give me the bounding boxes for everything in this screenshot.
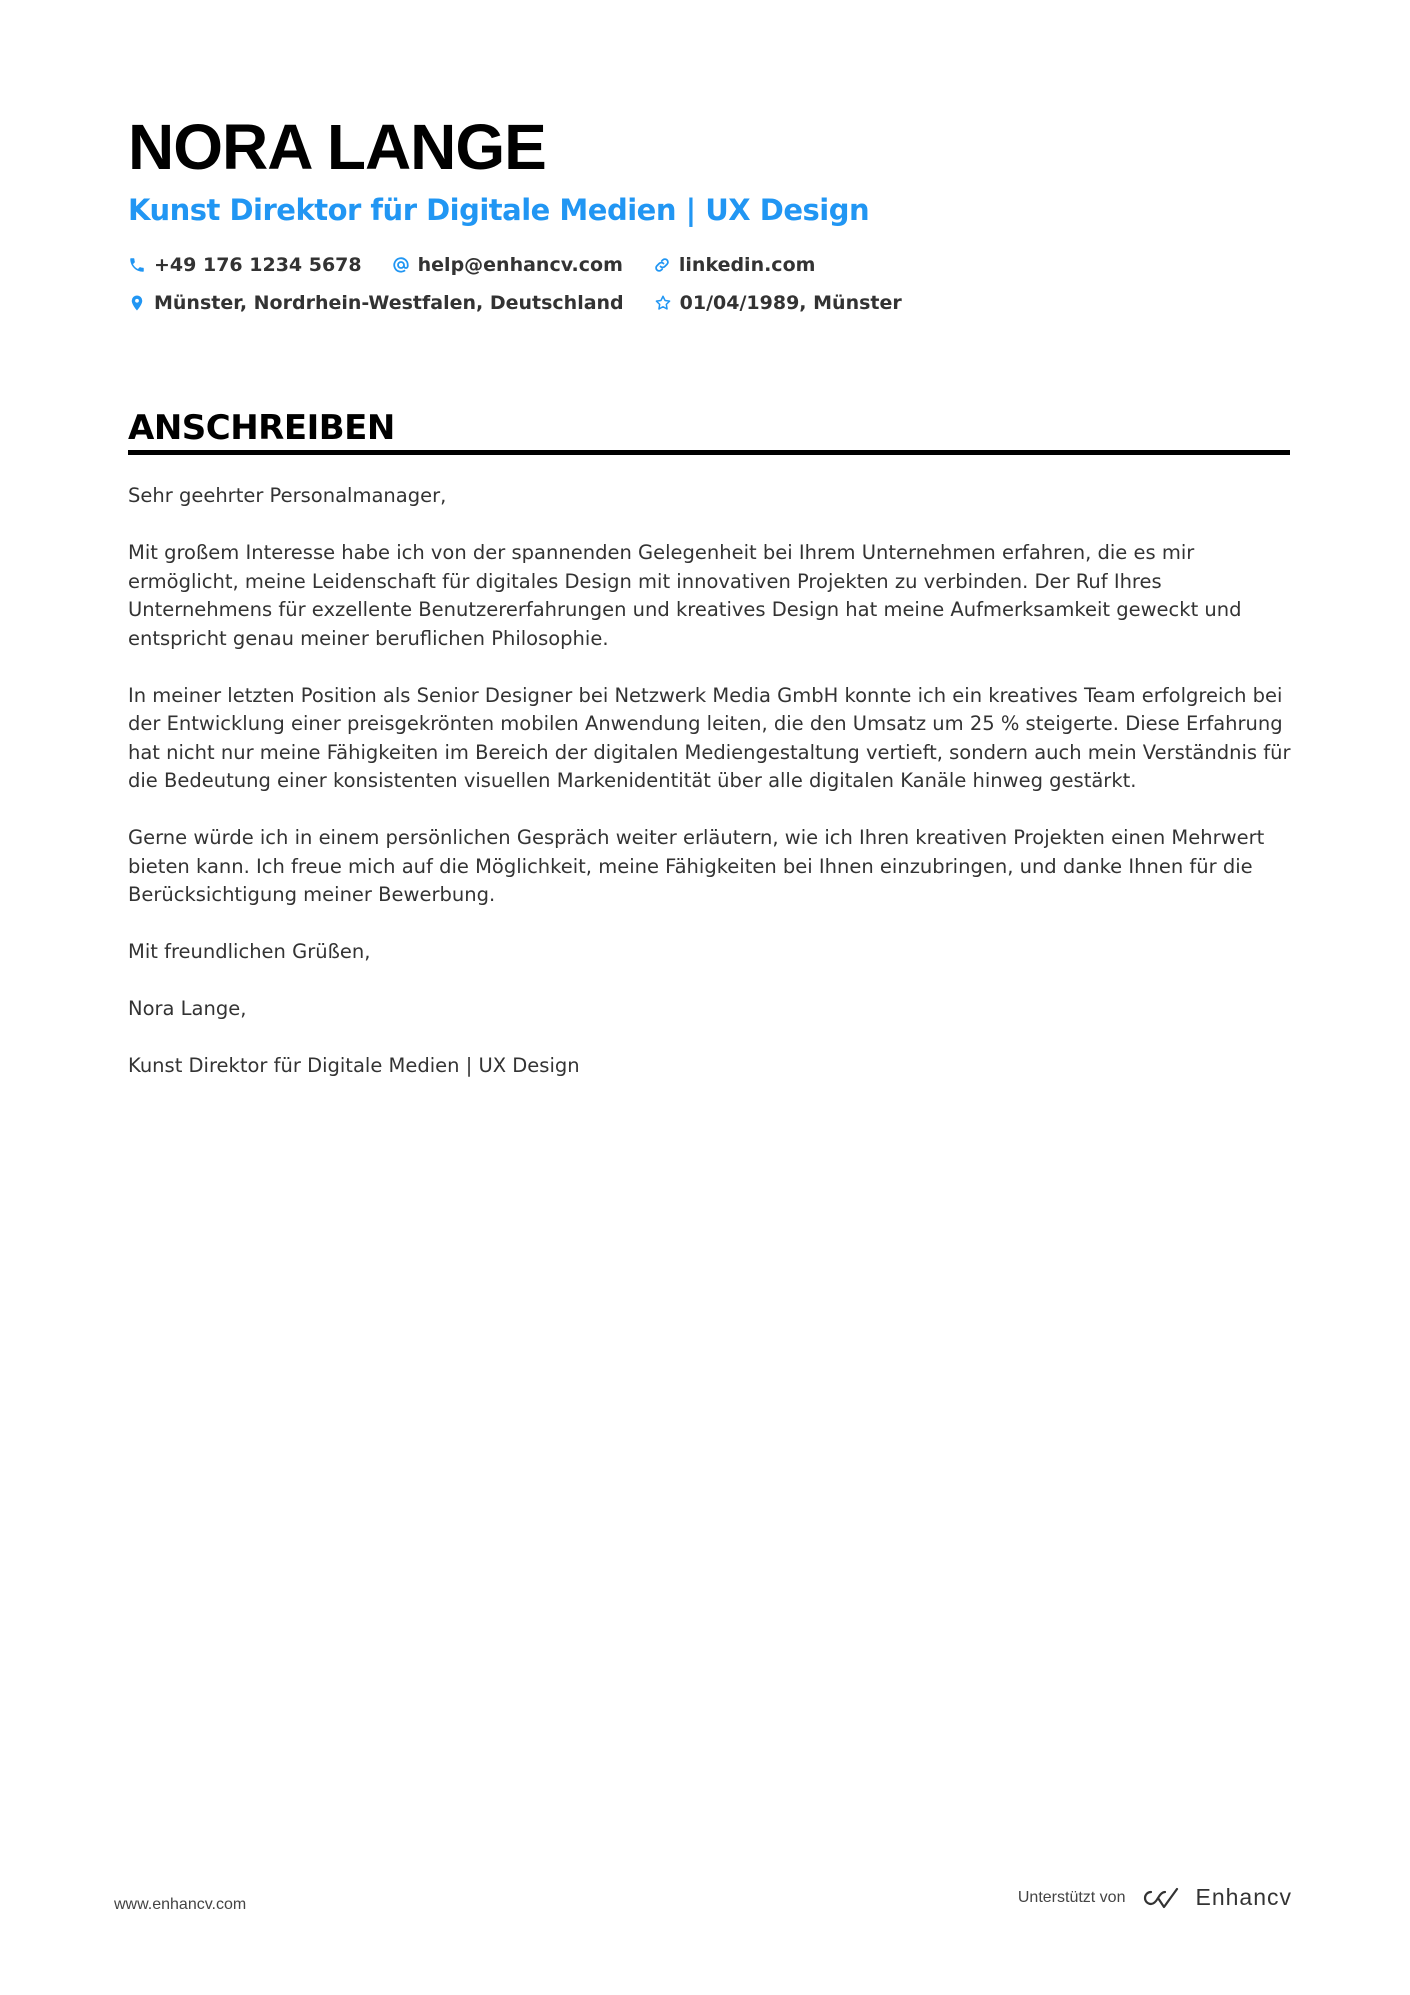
letter-signature-name: Nora Lange, <box>128 997 247 1020</box>
contact-phone-text: +49 176 1234 5678 <box>154 254 362 276</box>
contact-info <box>128 252 1288 316</box>
contact-location <box>128 290 624 316</box>
contact-location-text: Münster, Nordrhein-Westfalen, Deutschland <box>154 292 624 314</box>
letter-body <box>128 482 1298 1109</box>
location-pin-icon <box>128 294 146 312</box>
footer-brand[interactable] <box>1018 1884 1292 1911</box>
enhancv-logo-icon <box>1137 1885 1183 1911</box>
candidate-headline: Kunst Direktor für Digitale Medien | UX Design <box>128 193 870 227</box>
section-title: ANSCHREIBEN <box>128 408 395 448</box>
contact-email-text: help@enhancv.com <box>417 254 623 276</box>
brand-name: Enhancv <box>1195 1884 1292 1910</box>
powered-by-label: Unterstützt von <box>1017 1888 1126 1906</box>
letter-closing: Mit freundlichen Grüßen, <box>128 940 371 963</box>
letter-salutation: Sehr geehrter Personalmanager, <box>128 484 447 507</box>
section-divider <box>128 450 1290 455</box>
contact-linkedin-text: linkedin.com <box>678 254 816 276</box>
contact-birth-text: 01/04/1989, Münster <box>679 292 902 314</box>
phone-icon <box>128 256 146 274</box>
letter-paragraph: Gerne würde ich in einem persönlichen Gespräch weiter erläutern, wie ich Ihren kreativen Projekten einen Mehrwert bieten kann. Ich freue mich auf die Möglichkeit, meine Fähigkeiten bei Ihnen einzubringen, und danke Ihnen für die Berücksichtigung meiner Bewerbung. <box>128 826 1265 906</box>
contact-birth <box>654 290 902 316</box>
letter-paragraph: In meiner letzten Position als Senior Designer bei Netzwerk Media GmbH konnte ich ein kreatives Team erfolgreich bei der Entwicklung einer preisgekrönten mobilen Anwendung leiten, die den Umsatz um 25 % steigerte. Diese Erfahrung hat nicht nur meine Fähigkeiten im Bereich der digitalen Mediengestaltung vertieft, sondern auch mein Verständnis für die Bedeutung einer konsistenten visuellen Markenidentität über alle digitalen Kanäle hinweg gestärkt. <box>128 683 1291 792</box>
at-icon <box>392 256 410 274</box>
star-icon <box>654 294 672 312</box>
contact-linkedin[interactable] <box>653 252 816 278</box>
link-icon <box>653 256 671 274</box>
letter-signature-title: Kunst Direktor für Digitale Medien | UX Design <box>128 1054 580 1077</box>
contact-phone[interactable] <box>128 252 362 278</box>
footer-url[interactable]: www.enhancv.com <box>114 1896 247 1913</box>
letter-paragraph: Mit großem Interesse habe ich von der spannenden Gelegenheit bei Ihrem Unternehmen erfahren, die es mir ermöglicht, meine Leidenschaft für digitales Design mit innovativen Projekten zu verbinden. Der Ruf Ihres Unternehmens für exzellente Benutzererfahrungen und kreatives Design hat meine Aufmerksamkeit geweckt und entspricht genau meiner beruflichen Philosophie. <box>128 541 1242 650</box>
contact-email[interactable] <box>392 252 623 278</box>
candidate-name: NORA LANGE <box>128 111 546 183</box>
